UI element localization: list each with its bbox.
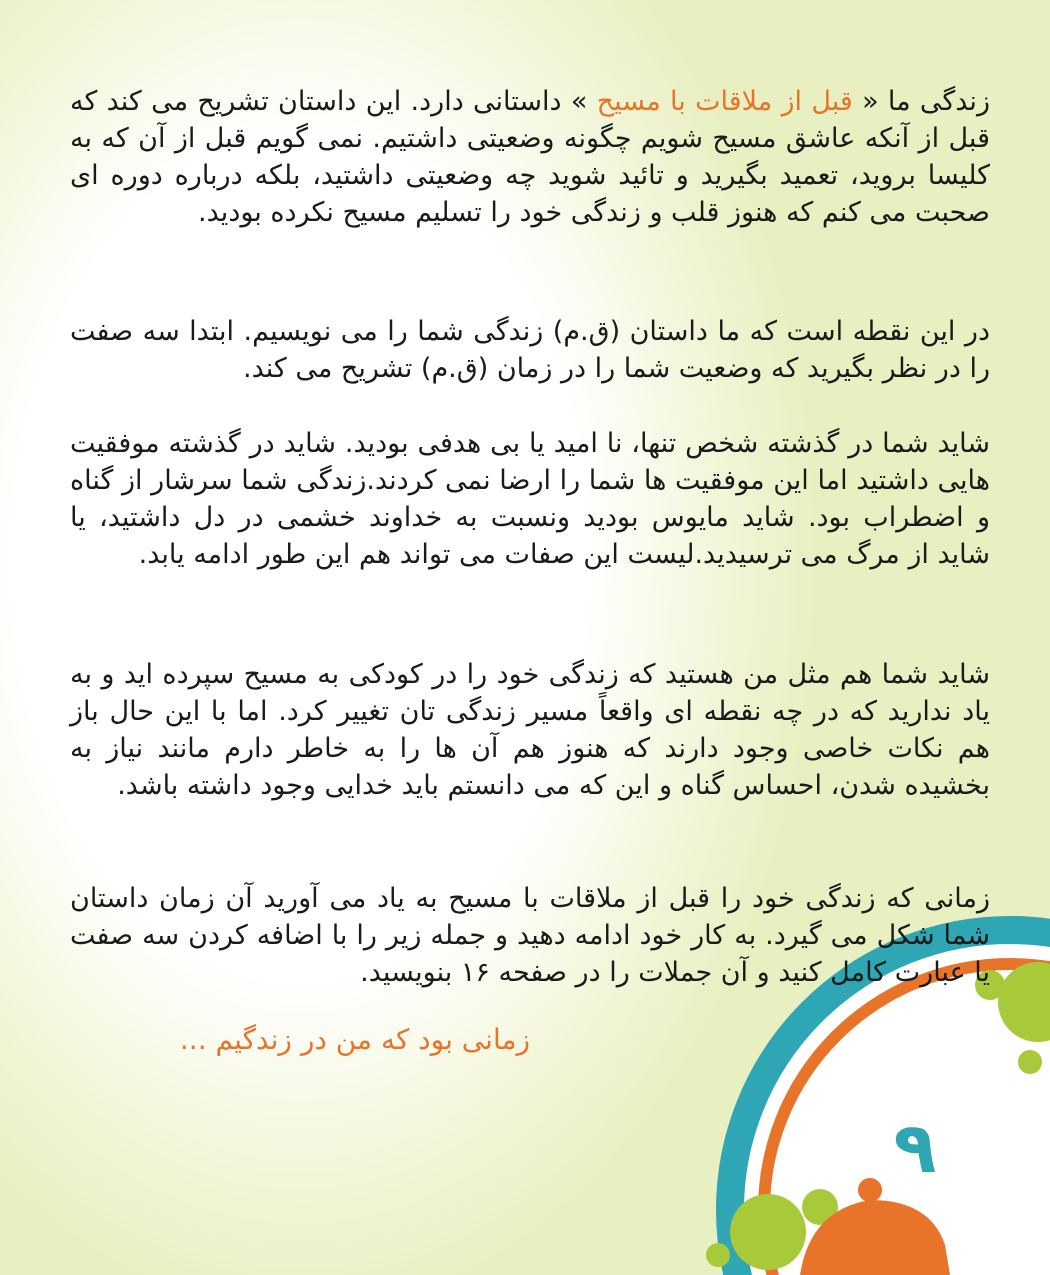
closing-prompt: زمانی بود که من در زندگیم ...: [179, 1023, 530, 1056]
paragraph-1: [70, 83, 990, 231]
paragraph-2: در این نقطه است که ما داستان (ق.م) زندگی شما را می نویسیم. ابتدا سه صفت را در نظر بگیرید که وضعیت شما را در زمان (ق.م) تشریح می کند.: [70, 316, 990, 384]
paragraph-3: شاید شما در گذشته شخص تنها، نا امید یا بی هدفی بودید. شاید در گذشته موفقیت هایی داشتید اما این موفقیت ها شما را ارضا نمی کردند.زندگی شما سرشار از گناه و اضطراب بود. شاید مایوس بودید ونسبت به خداوند خشمی در دل داشتید، یا شاید از مرگ می ترسیدید.لیست این صفات می تواند هم این طور ادامه یابد.: [70, 428, 990, 570]
paragraph-4: شاید شما هم مثل من هستید که زندگی خود را در کودکی به مسیح سپرده اید و به یاد ندارید که در چه نقطه ای واقعاً مسیر زندگی تان تغییر کرد. اما با این حال باز هم نکات خاصی وجود دارند که هنوز هم آن ها را به خاطر دارم مانند نیاز به بخشیده شدن، احساس گناه و این که می دانستم باید خدایی وجود داشته باشد.: [70, 659, 990, 801]
green-dot-tiny: [1018, 1050, 1042, 1074]
green-dot-bottom-tiny: [706, 1243, 730, 1267]
paragraph-1-end: » داستانی دارد. این داستان تشریح می کند که قبل از آنکه عاشق مسیح شویم چگونه وضعیتی داشتیم. نمی گویم قبل از آن که به کلیسا بروید، تعمید بگیرید و تائید شوید چه وضعیتی داشتید، بلکه درباره دوره ای صحبت می کنم که هنوز قلب و زندگی خود را تسلیم مسیح نکرده بودید.: [70, 86, 990, 228]
green-dot-bottom: [730, 1194, 806, 1270]
paragraph-5: زمانی که زندگی خود را قبل از ملاقات با مسیح به یاد می آورید آن زمان داستان شما شکل می گیرد. به کار خود ادامه دهید و جمله زیر را با اضافه کردن سه صفت یا عبارت کامل کنید و آن جملات را در صفحه ۱۶ بنویسید.: [70, 883, 990, 988]
highlighted-title: قبل از ملاقات با مسیح: [587, 86, 863, 117]
page-number: ۹: [893, 1107, 937, 1189]
paragraph-1-start: زندگی ما «: [862, 86, 990, 117]
